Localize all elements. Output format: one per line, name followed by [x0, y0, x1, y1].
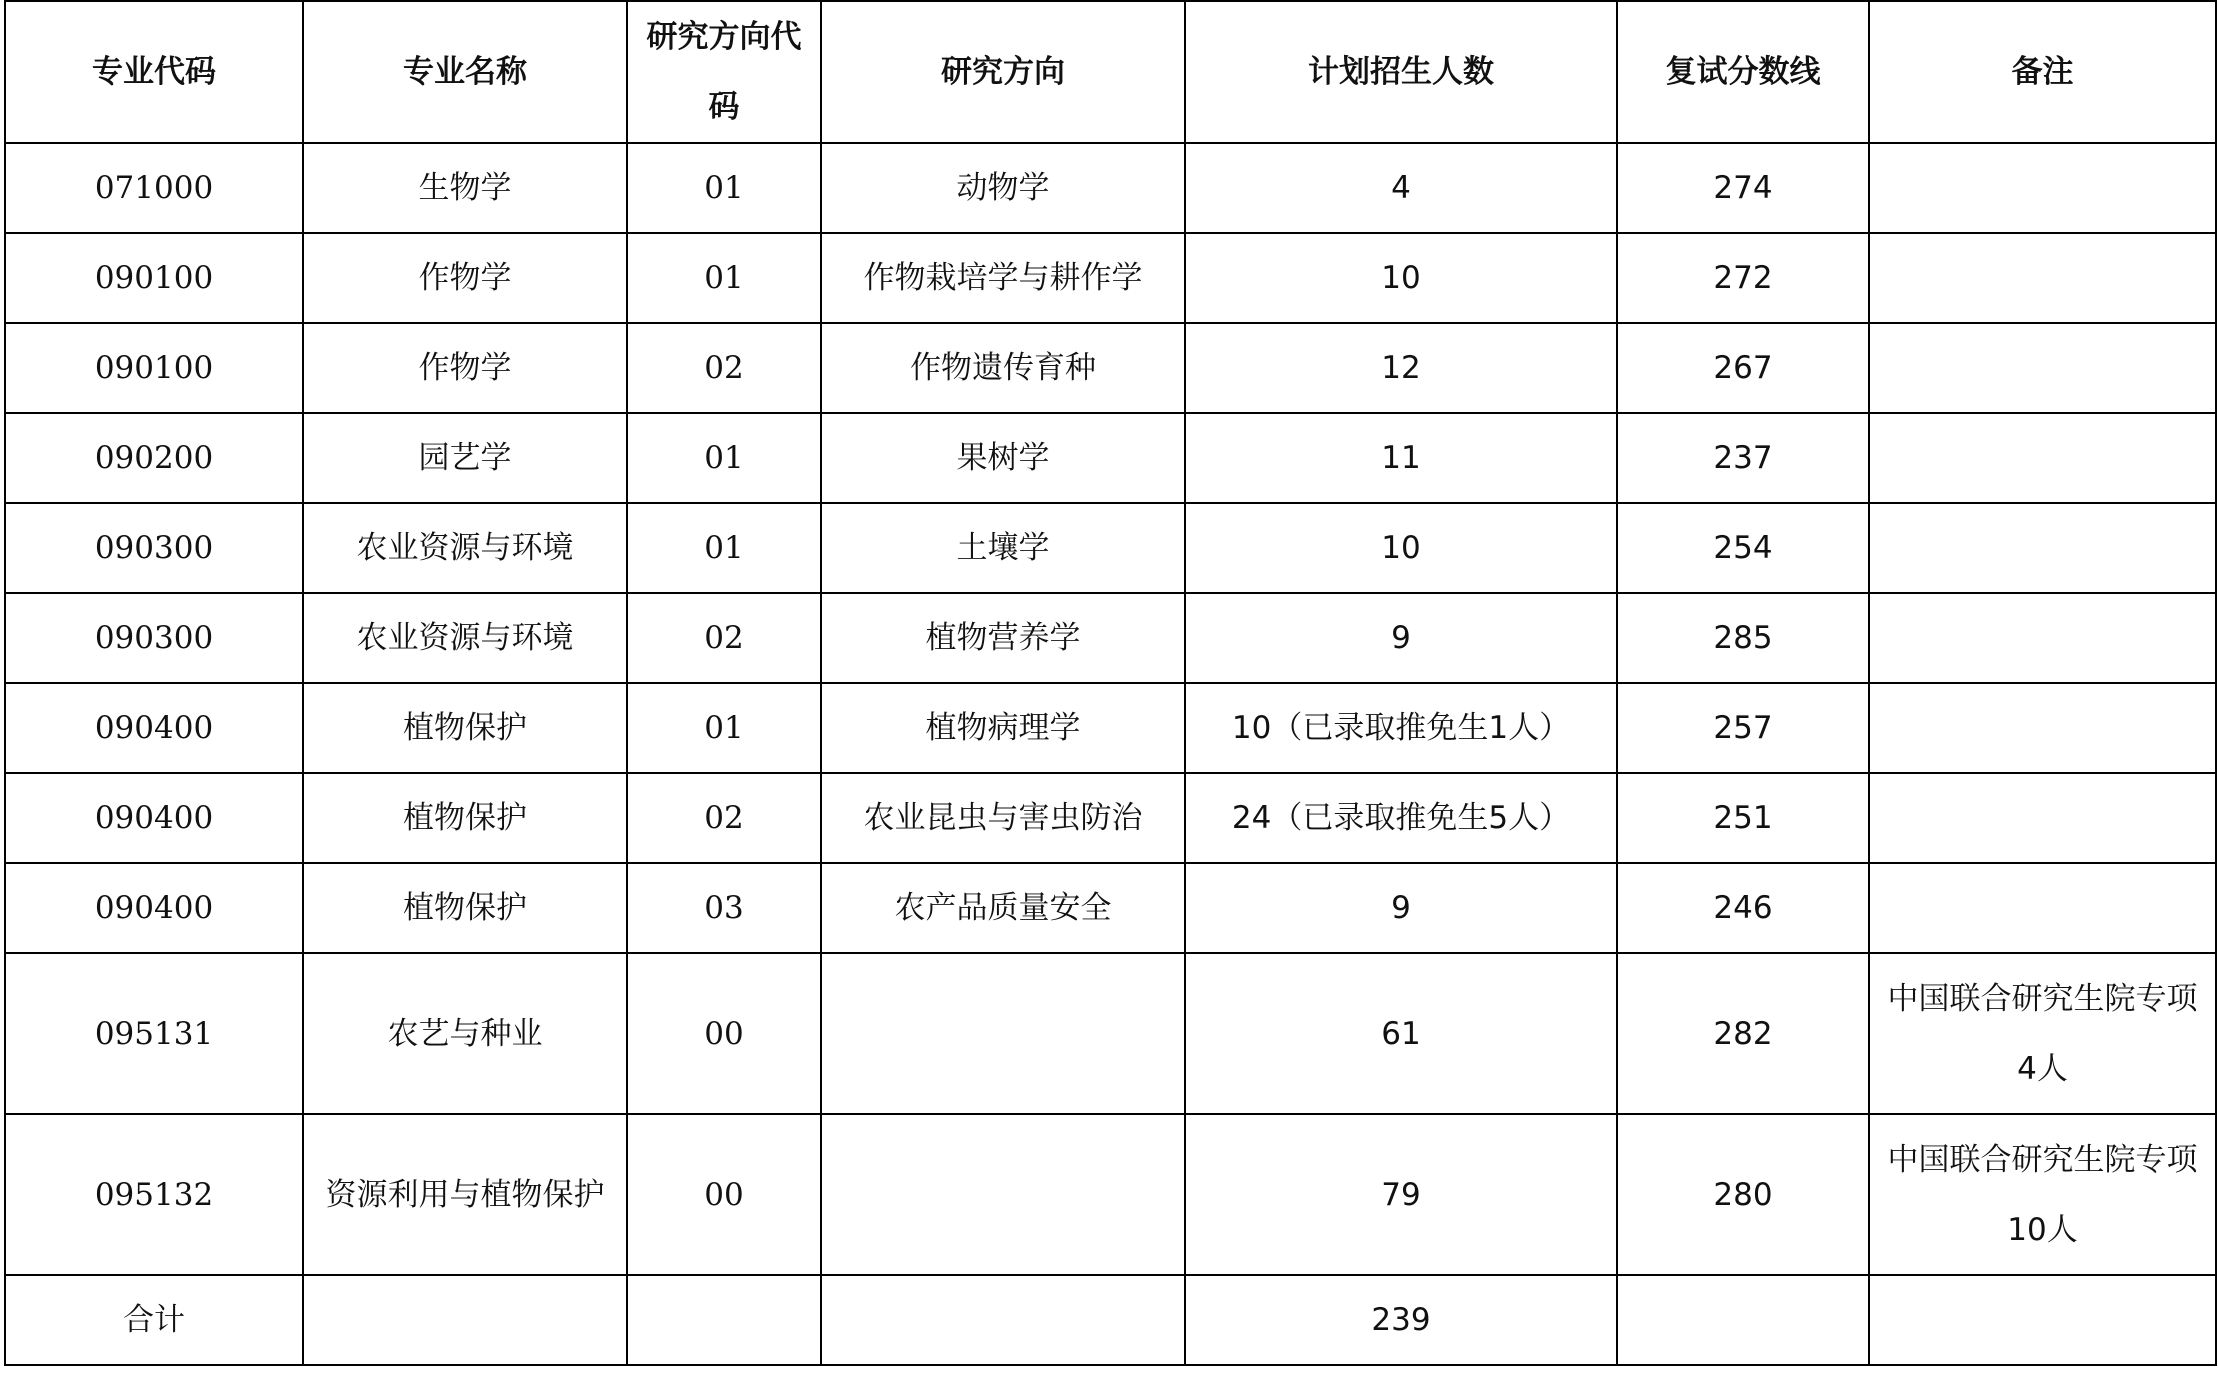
table-row: [5, 143, 2216, 233]
plan-cell: 24（已录取推免生5人）: [1185, 773, 1617, 863]
plan-cell: 11: [1185, 413, 1617, 503]
direction-code-cell: 01: [627, 683, 821, 773]
empty-cell: [1869, 1275, 2216, 1365]
plan-cell: 12: [1185, 323, 1617, 413]
table-row: [5, 503, 2216, 593]
note-cell: [1869, 863, 2216, 953]
total-label-cell: 合计: [5, 1275, 303, 1365]
major-code-cell: 095132: [5, 1114, 303, 1275]
major-code-cell: 090100: [5, 323, 303, 413]
table-row: [5, 863, 2216, 953]
plan-cell: 79: [1185, 1114, 1617, 1275]
direction-cell: [821, 953, 1185, 1114]
direction-cell: 植物营养学: [821, 593, 1185, 683]
note-cell: [1869, 233, 2216, 323]
empty-cell: [821, 1275, 1185, 1365]
score-cell: 237: [1617, 413, 1869, 503]
major-name-cell: 农业资源与环境: [303, 503, 627, 593]
note-cell: [1869, 773, 2216, 863]
plan-cell: 9: [1185, 863, 1617, 953]
header-major-code: 专业代码: [5, 1, 303, 143]
header-plan: 计划招生人数: [1185, 1, 1617, 143]
major-name-cell: 农业资源与环境: [303, 593, 627, 683]
plan-cell: 4: [1185, 143, 1617, 233]
direction-code-cell: 01: [627, 233, 821, 323]
score-cell: 280: [1617, 1114, 1869, 1275]
note-cell: [1869, 503, 2216, 593]
score-cell: 267: [1617, 323, 1869, 413]
score-cell: 274: [1617, 143, 1869, 233]
score-cell: 254: [1617, 503, 1869, 593]
major-code-cell: 095131: [5, 953, 303, 1114]
header-note: 备注: [1869, 1, 2216, 143]
direction-code-cell: 02: [627, 323, 821, 413]
plan-cell: 10: [1185, 233, 1617, 323]
direction-code-cell: 01: [627, 503, 821, 593]
direction-code-cell: 01: [627, 143, 821, 233]
table-row: [5, 683, 2216, 773]
direction-code-cell: 02: [627, 773, 821, 863]
note-cell: [1869, 593, 2216, 683]
major-code-cell: 090300: [5, 503, 303, 593]
major-code-cell: 090400: [5, 773, 303, 863]
plan-cell: 61: [1185, 953, 1617, 1114]
empty-cell: [303, 1275, 627, 1365]
direction-cell: 动物学: [821, 143, 1185, 233]
direction-code-cell: 00: [627, 1114, 821, 1275]
major-name-cell: 农艺与种业: [303, 953, 627, 1114]
table-row: [5, 1114, 2216, 1275]
score-cell: 285: [1617, 593, 1869, 683]
direction-cell: 作物栽培学与耕作学: [821, 233, 1185, 323]
table-row: [5, 953, 2216, 1114]
direction-cell: 农业昆虫与害虫防治: [821, 773, 1185, 863]
direction-cell: [821, 1114, 1185, 1275]
plan-cell: 10（已录取推免生1人）: [1185, 683, 1617, 773]
direction-cell: 土壤学: [821, 503, 1185, 593]
admissions-table: [4, 0, 2217, 1366]
empty-cell: [1617, 1275, 1869, 1365]
note-cell: [1869, 143, 2216, 233]
note-cell: [1869, 413, 2216, 503]
empty-cell: [627, 1275, 821, 1365]
direction-code-cell: 01: [627, 413, 821, 503]
total-row: [5, 1275, 2216, 1365]
major-name-cell: 园艺学: [303, 413, 627, 503]
score-cell: 246: [1617, 863, 1869, 953]
major-code-cell: 090300: [5, 593, 303, 683]
header-direction-code: 研究方向代码: [627, 1, 821, 143]
score-cell: 251: [1617, 773, 1869, 863]
header-major-name: 专业名称: [303, 1, 627, 143]
table-row: [5, 233, 2216, 323]
header-direction: 研究方向: [821, 1, 1185, 143]
major-code-cell: 090400: [5, 683, 303, 773]
header-score: 复试分数线: [1617, 1, 1869, 143]
note-cell: [1869, 323, 2216, 413]
direction-code-cell: 00: [627, 953, 821, 1114]
total-plan-cell: 239: [1185, 1275, 1617, 1365]
major-code-cell: 090400: [5, 863, 303, 953]
direction-code-cell: 03: [627, 863, 821, 953]
table-row: [5, 323, 2216, 413]
score-cell: 282: [1617, 953, 1869, 1114]
score-cell: 272: [1617, 233, 1869, 323]
direction-cell: 农产品质量安全: [821, 863, 1185, 953]
major-name-cell: 资源利用与植物保护: [303, 1114, 627, 1275]
plan-cell: 10: [1185, 503, 1617, 593]
note-cell: 中国联合研究生院专项4人: [1869, 953, 2216, 1114]
table-row: [5, 773, 2216, 863]
direction-cell: 作物遗传育种: [821, 323, 1185, 413]
major-name-cell: 植物保护: [303, 683, 627, 773]
note-cell: [1869, 683, 2216, 773]
major-code-cell: 090200: [5, 413, 303, 503]
score-cell: 257: [1617, 683, 1869, 773]
major-name-cell: 植物保护: [303, 863, 627, 953]
header-row: [5, 1, 2216, 143]
major-name-cell: 作物学: [303, 233, 627, 323]
direction-cell: 果树学: [821, 413, 1185, 503]
direction-code-cell: 02: [627, 593, 821, 683]
table-row: [5, 593, 2216, 683]
major-code-cell: 090100: [5, 233, 303, 323]
major-name-cell: 植物保护: [303, 773, 627, 863]
direction-cell: 植物病理学: [821, 683, 1185, 773]
plan-cell: 9: [1185, 593, 1617, 683]
table-row: [5, 413, 2216, 503]
major-name-cell: 作物学: [303, 323, 627, 413]
major-name-cell: 生物学: [303, 143, 627, 233]
major-code-cell: 071000: [5, 143, 303, 233]
note-cell: 中国联合研究生院专项10人: [1869, 1114, 2216, 1275]
